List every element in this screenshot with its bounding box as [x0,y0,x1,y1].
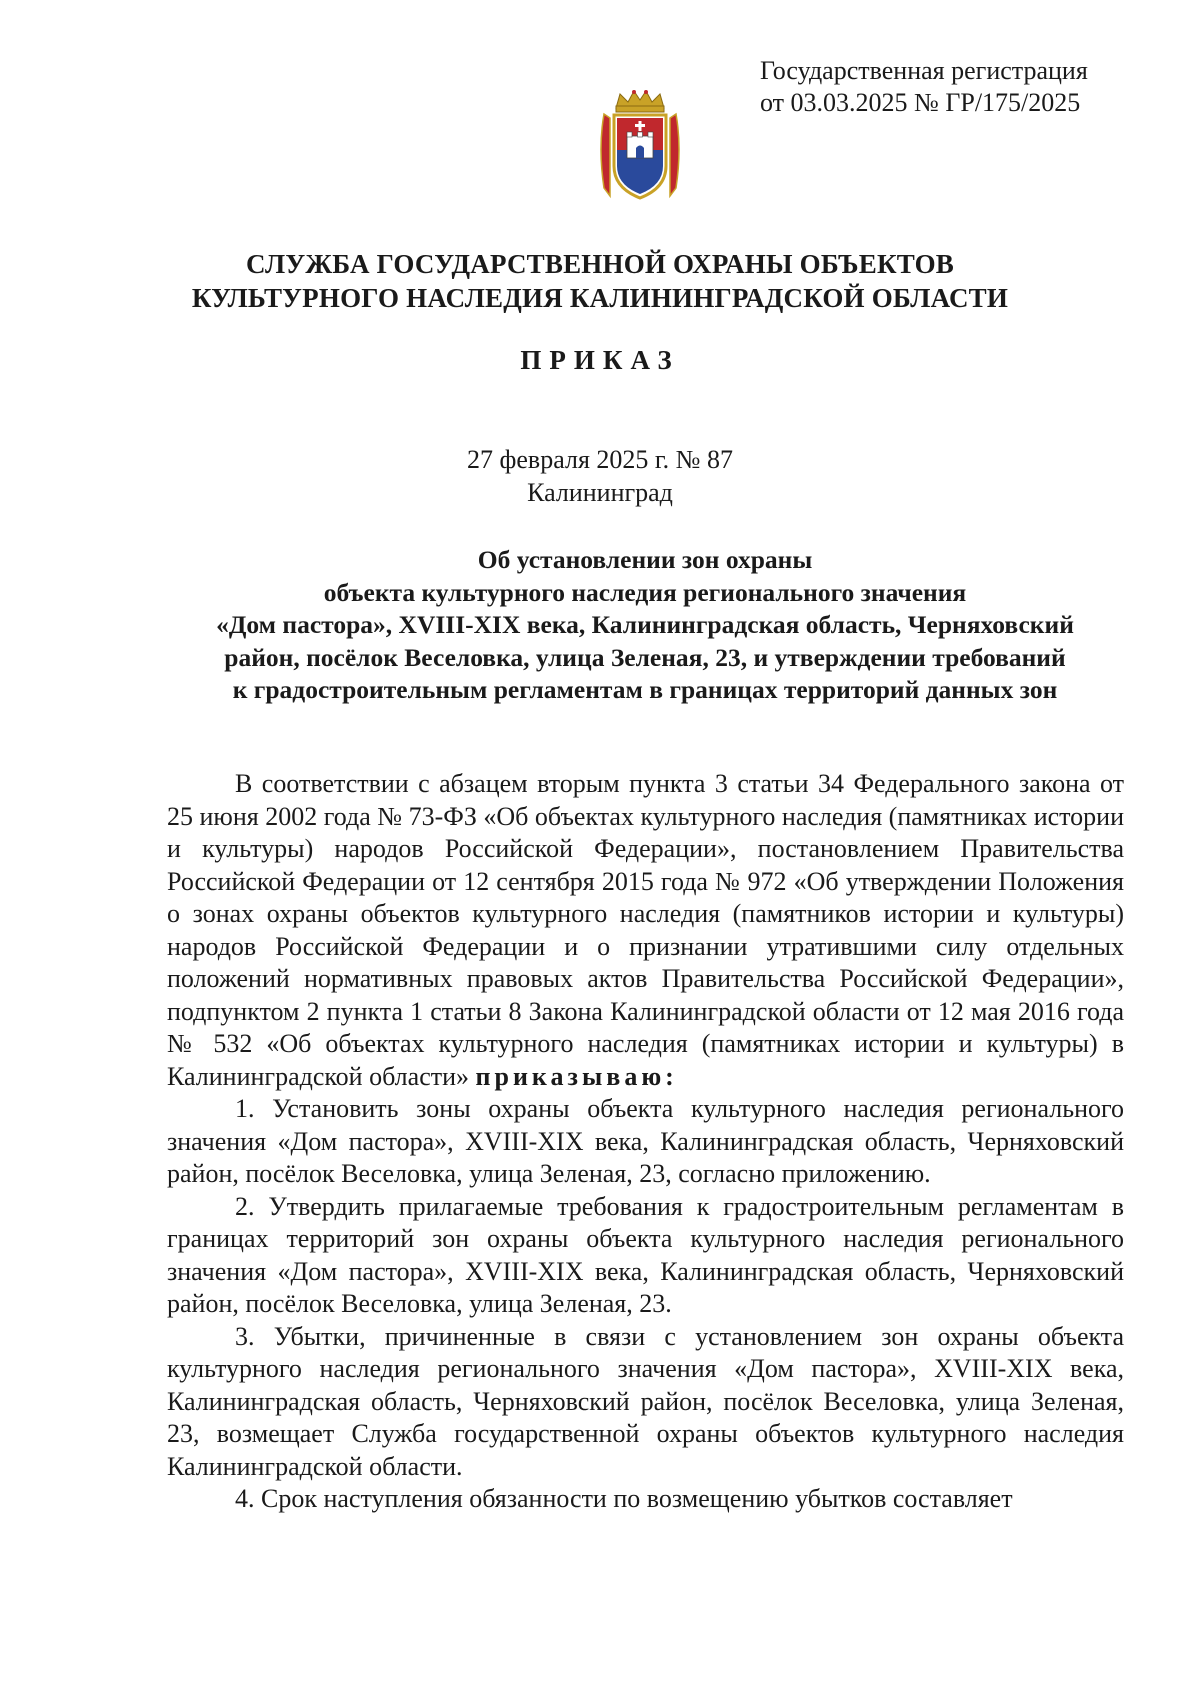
subject-line-4: район, посёлок Веселовка, улица Зеленая, 23, и утверждении требований [224,642,1066,672]
subject-line-3: «Дом пастора», XVIII-XIX века, Калининградская область, Черняховский [216,610,1074,639]
subject-line-2: объекта культурного наследия регионального значения [323,577,967,607]
order-item-1: 1. Установить зоны охраны объекта культурного наследия регионального значения «Дом пастора», XVIII-XIX века, Калининградская область, Черняховский район, посёлок Веселовка, улица Зеленая, 23, согласно приложению. [167,1094,1124,1188]
order-date-block [150,443,1050,509]
order-date-number: 27 февраля 2025 г. № 87 [467,445,733,474]
preamble-paragraph [167,768,1124,1093]
agency-name-line-2: КУЛЬТУРНОГО НАСЛЕДИЯ КАЛИНИНГРАДСКОЙ ОБЛАСТИ [191,283,1009,313]
registration-line-1: Государственная регистрация [760,56,1088,85]
registration-stamp [760,55,1160,119]
order-subject [165,544,1125,707]
subject-line-5: к градостроительным регламентам в границах территорий данных зон [232,675,1058,704]
registration-line-2: от 03.03.2025 № ГР/175/2025 [760,88,1081,117]
order-item-2: 2. Утвердить прилагаемые требования к градостроительным регламентам в границах территорий зон охраны объекта культурного наследия регионального значения «Дом пастора», XVIII-XIX века, Калининградская область, Черняховский район, посёлок Веселовка, улица Зеленая, 23. [167,1191,1124,1318]
agency-name [150,247,1050,315]
agency-name-line-1: СЛУЖБА ГОСУДАРСТВЕННОЙ ОХРАНЫ ОБЪЕКТОВ [246,249,954,279]
decree-word: приказываю: [475,1061,678,1091]
kaliningrad-coat-of-arms-icon [594,88,686,203]
preamble-text: В соответствии с абзацем вторым пункта 3 статьи 34 Федерального закона от 25 июня 2002 года № 73-ФЗ «Об объектах культурного наследия (памятниках истории и культуры) народов Российской Федерации», постановлением Правительства Российской Федерации от 12 сентября 2015 года № 972 «Об утверждении Положения о зонах охраны объектов культурного наследия (памятников истории и культуры) народов Российской Федерации и о признании утратившими силу отдельных положений нормативных правовых актов Правительства Российской Федерации», подпунктом 2 пункта 1 статьи 8 Закона Калининградской области от 12 мая 2016 года № 532 «Об объектах культурного наследия (памятниках истории и культуры) в Калининградской области» [167,769,1124,1091]
order-city: Калининград [527,478,673,507]
order-body [167,768,1124,1516]
order-item-3: 3. Убытки, причиненные в связи с установлением зон охраны объекта культурного наследия регионального значения «Дом пастора», XVIII-XIX века, Калининградская область, Черняховский район, посёлок Веселовка, улица Зеленая, 23, возмещает Служба государственной охраны объектов культурного наследия Калининградской области. [167,1321,1124,1481]
order-item-4: 4. Срок наступления обязанности по возмещению убытков составляет [235,1484,1013,1513]
order-title: ПРИКАЗ [520,345,680,375]
subject-line-1: Об установлении зон охраны [477,545,813,574]
